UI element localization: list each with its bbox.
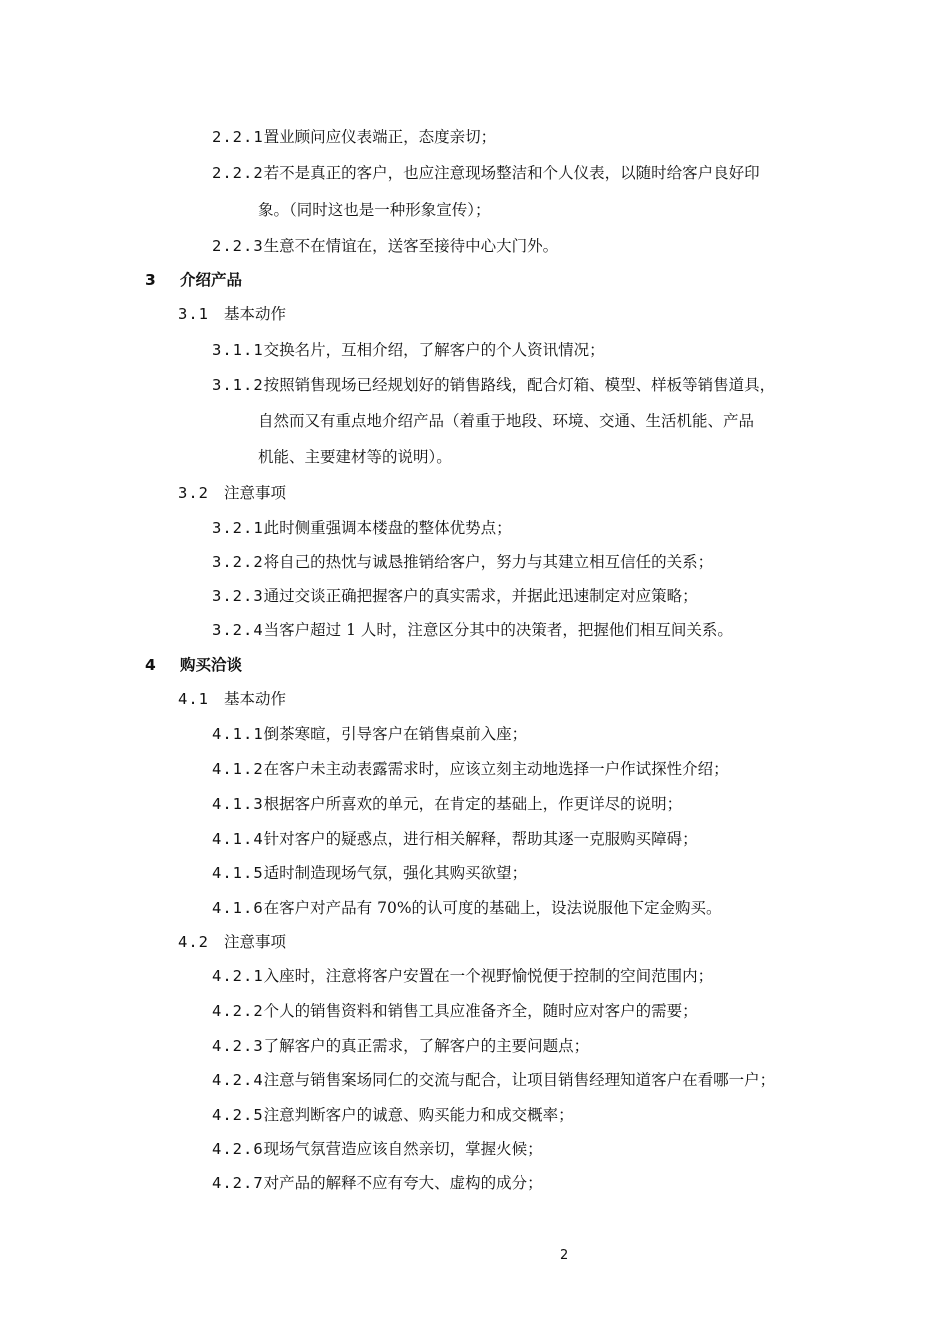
item-number: 3.1.2 xyxy=(212,376,264,394)
item-number: 4.2.6 xyxy=(212,1140,264,1158)
item-text: 根据客户所喜欢的单元，在肯定的基础上，作更详尽的说明； xyxy=(263,795,683,813)
item-number: 4.2.1 xyxy=(212,967,264,985)
item-number: 3.2.3 xyxy=(212,587,264,605)
item-4-2-4 xyxy=(212,1070,775,1090)
item-number: 3.2.4 xyxy=(212,621,264,639)
section-number: 3 xyxy=(145,271,156,289)
item-number: 4.1.4 xyxy=(212,830,264,848)
item-4-1-6 xyxy=(212,898,722,918)
item-number: 4.1.5 xyxy=(212,864,264,882)
item-number: 4.2.4 xyxy=(212,1071,264,1089)
item-3-2-2 xyxy=(212,552,713,572)
item-4-1-5 xyxy=(212,863,527,883)
item-text: 倒茶寒暄，引导客户在销售桌前入座； xyxy=(263,725,528,743)
item-number: 4.1.6 xyxy=(212,899,264,917)
item-3-1-1 xyxy=(212,340,605,360)
item-number: 4.1.2 xyxy=(212,760,264,778)
item-3-1-2 xyxy=(212,375,775,395)
item-number: 4.1.3 xyxy=(212,795,264,813)
item-text: 置业顾问应仪表端正，态度亲切； xyxy=(263,128,497,146)
subsection-number: 4.1 xyxy=(178,690,209,708)
item-number: 4.2.7 xyxy=(212,1174,264,1192)
subsection-title: 注意事项 xyxy=(224,933,287,951)
item-2-2-3 xyxy=(212,236,558,256)
item-text: 将自己的热忱与诚恳推销给客户，努力与其建立相互信任的关系； xyxy=(263,553,714,571)
item-text: 生意不在情谊在，送客至接待中心大门外。 xyxy=(263,237,559,255)
subsection-number: 3.1 xyxy=(178,305,209,323)
item-text: 当客户超过 1 人时，注意区分其中的决策者，把握他们相互间关系。 xyxy=(263,621,733,639)
subsection-4-1-heading xyxy=(178,689,286,709)
item-text: 按照销售现场已经规划好的销售路线，配合灯箱、模型、样板等销售道具， xyxy=(263,376,776,394)
item-text: 此时侧重强调本楼盘的整体优势点； xyxy=(263,519,512,537)
subsection-title: 基本动作 xyxy=(224,305,287,323)
item-number: 4.1.1 xyxy=(212,725,264,743)
item-text: 注意判断客户的诚意、购买能力和成交概率； xyxy=(263,1106,574,1124)
item-2-2-1 xyxy=(212,127,496,147)
item-3-1-2-continuation-2: 机能、主要建材等的说明）。 xyxy=(258,448,452,466)
section-number: 4 xyxy=(145,656,156,674)
item-number: 4.2.2 xyxy=(212,1002,264,1020)
item-number: 3.2.1 xyxy=(212,519,264,537)
item-3-2-4 xyxy=(212,620,733,640)
item-number: 2.2.2 xyxy=(212,164,264,182)
item-4-1-2 xyxy=(212,759,729,779)
item-text: 个人的销售资料和销售工具应准备齐全，随时应对客户的需要； xyxy=(263,1002,698,1020)
item-4-2-7 xyxy=(212,1173,543,1193)
subsection-4-2-heading xyxy=(178,932,286,952)
item-4-2-2 xyxy=(212,1001,698,1021)
item-number: 3.1.1 xyxy=(212,341,264,359)
item-number: 4.2.5 xyxy=(212,1106,264,1124)
item-text: 对产品的解释不应有夸大、虚构的成分； xyxy=(263,1174,543,1192)
item-text: 交换名片，互相介绍，了解客户的个人资讯情况； xyxy=(263,341,605,359)
item-text: 通过交谈正确把握客户的真实需求，并据此迅速制定对应策略； xyxy=(263,587,698,605)
item-text: 针对客户的疑惑点，进行相关解释，帮助其逐一克服购买障碍； xyxy=(263,830,698,848)
section-title: 介绍产品 xyxy=(180,271,243,289)
item-text: 在客户对产品有 70%的认可度的基础上，设法说服他下定金购买。 xyxy=(263,899,722,917)
subsection-3-2-heading xyxy=(178,483,286,503)
item-4-1-1 xyxy=(212,724,527,744)
item-text: 现场气氛营造应该自然亲切，掌握火候； xyxy=(263,1140,543,1158)
subsection-title: 基本动作 xyxy=(224,690,287,708)
item-4-1-3 xyxy=(212,794,682,814)
item-4-2-6 xyxy=(212,1139,543,1159)
page-number: 2 xyxy=(560,1248,569,1263)
subsection-number: 3.2 xyxy=(178,484,209,502)
item-number: 4.2.3 xyxy=(212,1037,264,1055)
subsection-title: 注意事项 xyxy=(224,484,287,502)
item-2-2-2 xyxy=(212,163,760,183)
item-3-1-2-continuation-1: 自然而又有重点地介绍产品（着重于地段、环境、交通、生活机能、产品 xyxy=(258,412,755,430)
item-3-2-1 xyxy=(212,518,512,538)
item-number: 2.2.1 xyxy=(212,128,264,146)
item-text: 在客户未主动表露需求时，应该立刻主动地选择一户作试探性介绍； xyxy=(263,760,729,778)
item-text: 若不是真正的客户，也应注意现场整洁和个人仪表，以随时给客户良好印 xyxy=(263,164,760,182)
item-4-2-3 xyxy=(212,1036,589,1056)
item-4-2-1 xyxy=(212,966,713,986)
subsection-number: 4.2 xyxy=(178,933,209,951)
item-number: 3.2.2 xyxy=(212,553,264,571)
item-text: 适时制造现场气氛，强化其购买欲望； xyxy=(263,864,528,882)
item-text: 注意与销售案场同仁的交流与配合，让项目销售经理知道客户在看哪一户； xyxy=(263,1071,776,1089)
item-4-2-5 xyxy=(212,1105,574,1125)
item-text: 入座时，注意将客户安置在一个视野愉悦便于控制的空间范围内； xyxy=(263,967,714,985)
section-title: 购买洽谈 xyxy=(180,656,243,674)
item-3-2-3 xyxy=(212,586,698,606)
item-4-1-4 xyxy=(212,829,698,849)
item-number: 2.2.3 xyxy=(212,237,264,255)
item-2-2-2-continuation: 象。（同时这也是一种形象宣传）； xyxy=(258,201,491,219)
item-text: 了解客户的真正需求，了解客户的主要问题点； xyxy=(263,1037,590,1055)
subsection-3-1-heading xyxy=(178,304,286,324)
